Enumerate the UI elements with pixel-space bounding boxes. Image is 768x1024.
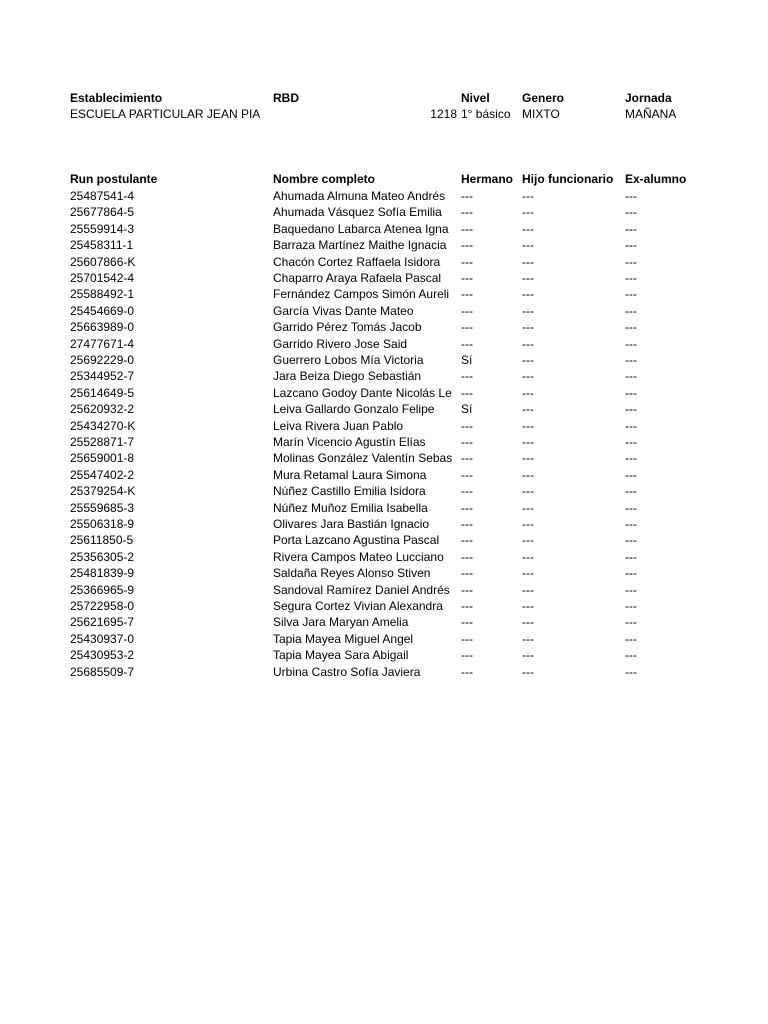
hijo-funcionario-cell: --- xyxy=(522,353,534,367)
table-row xyxy=(0,188,768,204)
nombre-cell: Rivera Campos Mateo Lucciano xyxy=(273,549,444,564)
rbd-value: 1218 xyxy=(430,107,457,121)
ex-alumno-cell: --- xyxy=(625,599,637,613)
table-row xyxy=(0,614,768,630)
hermano-cell: --- xyxy=(461,566,473,581)
nombre-cell: Urbina Castro Sofía Javiera xyxy=(273,664,421,679)
hermano-cell: --- xyxy=(461,221,473,236)
hermano-cell: --- xyxy=(461,435,473,449)
run-cell: 25722958-0 xyxy=(70,599,135,613)
hijo-funcionario-cell: --- xyxy=(522,664,534,679)
run-cell: 25366965-9 xyxy=(70,582,135,597)
hijo-funcionario-cell: --- xyxy=(522,271,534,285)
ex-alumno-cell: --- xyxy=(625,303,637,318)
hijo-funcionario-cell: --- xyxy=(522,221,534,236)
ex-alumno-cell: --- xyxy=(625,369,637,384)
nombre-cell: Olivares Jara Bastián Ignacio xyxy=(273,517,430,531)
hermano-cell: --- xyxy=(461,467,473,482)
ex-alumno-cell: --- xyxy=(625,451,637,466)
run-cell: 25559914-3 xyxy=(70,221,135,236)
ex-alumno-cell: --- xyxy=(625,189,637,203)
nombre-cell: Baquedano Labarca Atenea Igna xyxy=(273,221,449,236)
ex-alumno-cell: --- xyxy=(625,402,637,417)
run-cell: 25356305-2 xyxy=(70,549,135,564)
hijo-funcionario-cell: --- xyxy=(522,582,534,597)
hijo-funcionario-cell: --- xyxy=(522,484,534,499)
table-row xyxy=(0,368,768,384)
ex-alumno-cell: --- xyxy=(625,533,637,548)
table-row xyxy=(0,582,768,598)
ex-alumno-cell: --- xyxy=(625,418,637,433)
hermano-cell: --- xyxy=(461,549,473,564)
table-row xyxy=(0,319,768,335)
table-row xyxy=(0,500,768,516)
nombre-cell: Leiva Gallardo Gonzalo Felipe xyxy=(273,402,435,417)
nombre-cell: Garrido Rivero Jose Said xyxy=(273,336,408,351)
hijo-funcionario-cell: --- xyxy=(522,418,534,433)
hijo-funcionario-cell: --- xyxy=(522,467,534,482)
hijo-funcionario-cell: --- xyxy=(522,631,534,646)
table-row xyxy=(0,565,768,581)
hijo-funcionario-cell: --- xyxy=(522,287,534,302)
ex-alumno-cell: --- xyxy=(625,615,637,630)
hijo-funcionario-header: Hijo funcionario xyxy=(522,172,614,186)
hijo-funcionario-cell: --- xyxy=(522,303,534,318)
ex-alumno-cell: --- xyxy=(625,336,637,351)
ex-alumno-cell: --- xyxy=(625,549,637,564)
nombre-cell: Ahumada Vásquez Sofía Emilia xyxy=(273,205,442,220)
hermano-cell: Sí xyxy=(461,353,473,367)
table-row xyxy=(0,401,768,417)
hijo-funcionario-cell: --- xyxy=(522,648,534,663)
run-cell: 25677864-5 xyxy=(70,205,135,220)
run-cell: 25701542-4 xyxy=(70,271,135,285)
run-cell: 25430937-0 xyxy=(70,631,135,646)
table-row xyxy=(0,532,768,548)
table-row xyxy=(0,450,768,466)
ex-alumno-cell: --- xyxy=(625,287,637,302)
hermano-header: Hermano xyxy=(461,172,514,186)
table-row xyxy=(0,385,768,401)
nombre-cell: García Vivas Dante Mateo xyxy=(273,303,414,318)
hijo-funcionario-cell: --- xyxy=(522,435,534,449)
jornada-value: MAÑANA xyxy=(625,107,677,121)
ex-alumno-cell: --- xyxy=(625,484,637,499)
hermano-cell: --- xyxy=(461,484,473,499)
hijo-funcionario-cell: --- xyxy=(522,500,534,515)
ex-alumno-cell: --- xyxy=(625,205,637,220)
table-row xyxy=(0,418,768,434)
table-row xyxy=(0,467,768,483)
genero-header: Genero xyxy=(522,91,565,105)
hermano-cell: --- xyxy=(461,418,473,433)
ex-alumno-cell: --- xyxy=(625,566,637,581)
establishment-value-row xyxy=(0,106,768,122)
table-row xyxy=(0,254,768,270)
hijo-funcionario-cell: --- xyxy=(522,615,534,630)
table-row xyxy=(0,631,768,647)
run-cell: 25458311-1 xyxy=(70,238,134,253)
nombre-cell: Tapia Mayea Miguel Angel xyxy=(273,631,414,646)
nombre-cell: Fernández Campos Simón Aureli xyxy=(273,287,450,302)
run-cell: 25379254-K xyxy=(70,484,136,499)
hijo-funcionario-cell: --- xyxy=(522,189,534,203)
hijo-funcionario-cell: --- xyxy=(522,549,534,564)
run-cell: 25481839-9 xyxy=(70,566,135,581)
nombre-cell: Barraza Martínez Maithe Ignacia xyxy=(273,238,447,253)
hijo-funcionario-cell: --- xyxy=(522,451,534,466)
nombre-cell: Chaparro Araya Rafaela Pascal xyxy=(273,271,442,285)
table-row xyxy=(0,664,768,680)
ex-alumno-header: Ex-alumno xyxy=(625,172,687,186)
ex-alumno-cell: --- xyxy=(625,221,637,236)
run-cell: 25620932-2 xyxy=(70,402,135,417)
run-cell: 25528871-7 xyxy=(70,435,135,449)
table-row xyxy=(0,286,768,302)
hermano-cell: --- xyxy=(461,631,473,646)
run-cell: 25607866-K xyxy=(70,254,136,269)
run-cell: 25344952-7 xyxy=(70,369,135,384)
run-cell: 25559685-3 xyxy=(70,500,135,515)
hermano-cell: --- xyxy=(461,336,473,351)
rbd-header: RBD xyxy=(273,91,299,105)
hermano-cell: --- xyxy=(461,271,473,285)
hijo-funcionario-cell: --- xyxy=(522,238,534,253)
ex-alumno-cell: --- xyxy=(625,631,637,646)
ex-alumno-cell: --- xyxy=(625,648,637,663)
establecimiento-value: ESCUELA PARTICULAR JEAN PIA xyxy=(70,107,261,121)
hijo-funcionario-cell: --- xyxy=(522,336,534,351)
table-row xyxy=(0,647,768,663)
table-row xyxy=(0,483,768,499)
run-cell: 25659001-8 xyxy=(70,451,135,466)
hermano-cell: --- xyxy=(461,189,473,203)
ex-alumno-cell: --- xyxy=(625,435,637,449)
nombre-cell: Tapia Mayea Sara Abigail xyxy=(273,648,409,663)
hermano-cell: --- xyxy=(461,648,473,663)
hijo-funcionario-cell: --- xyxy=(522,254,534,269)
nivel-header: Nivel xyxy=(461,91,490,105)
nombre-cell: Ahumada Almuna Mateo Andrés xyxy=(273,189,446,203)
hijo-funcionario-cell: --- xyxy=(522,533,534,548)
ex-alumno-cell: --- xyxy=(625,238,637,253)
ex-alumno-cell: --- xyxy=(625,664,637,679)
hermano-cell: --- xyxy=(461,287,473,302)
hijo-funcionario-cell: --- xyxy=(522,402,534,417)
nombre-cell: Garrido Pérez Tomás Jacob xyxy=(273,320,422,335)
nombre-cell: Molinas González Valentín Sebas xyxy=(273,451,453,466)
nombre-cell: Marín Vicencio Agustín Elías xyxy=(273,435,426,449)
table-row xyxy=(0,303,768,319)
hermano-cell: --- xyxy=(461,599,473,613)
table-row xyxy=(0,598,768,614)
run-cell: 25434270-K xyxy=(70,418,136,433)
run-header: Run postulante xyxy=(70,172,158,186)
nombre-cell: Guerrero Lobos Mía Victoria xyxy=(273,353,424,367)
hermano-cell: --- xyxy=(461,533,473,548)
nombre-cell: Lazcano Godoy Dante Nicolás Le xyxy=(273,385,452,400)
run-cell: 25614649-5 xyxy=(70,385,135,400)
applicants-header-row xyxy=(0,171,768,187)
nombre-cell: Jara Beiza Diego Sebastián xyxy=(273,369,422,384)
ex-alumno-cell: --- xyxy=(625,320,637,335)
hermano-cell: Sí xyxy=(461,402,473,417)
table-row xyxy=(0,270,768,286)
hijo-funcionario-cell: --- xyxy=(522,320,534,335)
ex-alumno-cell: --- xyxy=(625,353,637,367)
establishment-header-row xyxy=(0,90,768,106)
establecimiento-header: Establecimiento xyxy=(70,91,163,105)
nombre-cell: Chacón Cortez Raffaela Isidora xyxy=(273,254,441,269)
hijo-funcionario-cell: --- xyxy=(522,599,534,613)
hijo-funcionario-cell: --- xyxy=(522,385,534,400)
ex-alumno-cell: --- xyxy=(625,582,637,597)
nombre-cell: Segura Cortez Vivian Alexandra xyxy=(273,599,443,613)
table-row xyxy=(0,352,768,368)
nombre-cell: Silva Jara Maryan Amelia xyxy=(273,615,409,630)
ex-alumno-cell: --- xyxy=(625,467,637,482)
run-cell: 25487541-4 xyxy=(70,189,135,203)
nombre-cell: Sandoval Ramírez Daniel Andrés xyxy=(273,582,450,597)
nombre-cell: Mura Retamal Laura Simona xyxy=(273,467,427,482)
hermano-cell: --- xyxy=(461,320,473,335)
table-row xyxy=(0,516,768,532)
hermano-cell: --- xyxy=(461,254,473,269)
nombre-cell: Núñez Muñoz Emilia Isabella xyxy=(273,500,428,515)
nombre-cell: Leiva Rivera Juan Pablo xyxy=(273,418,404,433)
run-cell: 25621695-7 xyxy=(70,615,135,630)
run-cell: 25454669-0 xyxy=(70,303,135,318)
table-row xyxy=(0,336,768,352)
hermano-cell: --- xyxy=(461,369,473,384)
hermano-cell: --- xyxy=(461,500,473,515)
table-row xyxy=(0,237,768,253)
table-row xyxy=(0,434,768,450)
hermano-cell: --- xyxy=(461,582,473,597)
ex-alumno-cell: --- xyxy=(625,254,637,269)
run-cell: 25506318-9 xyxy=(70,517,135,531)
hijo-funcionario-cell: --- xyxy=(522,205,534,220)
table-row xyxy=(0,549,768,565)
nivel-value: 1° básico xyxy=(461,107,511,121)
nombre-cell: Porta Lazcano Agustina Pascal xyxy=(273,533,440,548)
nombre-cell: Núñez Castillo Emilia Isidora xyxy=(273,484,426,499)
hermano-cell: --- xyxy=(461,385,473,400)
run-cell: 25692229-0 xyxy=(70,353,135,367)
run-cell: 25430953-2 xyxy=(70,648,135,663)
hermano-cell: --- xyxy=(461,517,473,531)
hermano-cell: --- xyxy=(461,664,473,679)
ex-alumno-cell: --- xyxy=(625,271,637,285)
run-cell: 27477671-4 xyxy=(70,336,135,351)
hermano-cell: --- xyxy=(461,238,473,253)
run-cell: 25547402-2 xyxy=(70,467,135,482)
hermano-cell: --- xyxy=(461,303,473,318)
ex-alumno-cell: --- xyxy=(625,517,637,531)
jornada-header: Jornada xyxy=(625,91,672,105)
hijo-funcionario-cell: --- xyxy=(522,517,534,531)
ex-alumno-cell: --- xyxy=(625,500,637,515)
run-cell: 25685509-7 xyxy=(70,664,135,679)
run-cell: 25611850-5 xyxy=(70,533,134,548)
nombre-cell: Saldaña Reyes Alonso Stiven xyxy=(273,566,431,581)
hermano-cell: --- xyxy=(461,205,473,220)
hermano-cell: --- xyxy=(461,615,473,630)
ex-alumno-cell: --- xyxy=(625,385,637,400)
run-cell: 25663989-0 xyxy=(70,320,135,335)
hijo-funcionario-cell: --- xyxy=(522,369,534,384)
hermano-cell: --- xyxy=(461,451,473,466)
run-cell: 25588492-1 xyxy=(70,287,135,302)
nombre-header: Nombre completo xyxy=(273,172,376,186)
table-row xyxy=(0,221,768,237)
hijo-funcionario-cell: --- xyxy=(522,566,534,581)
genero-value: MIXTO xyxy=(522,107,560,121)
table-row xyxy=(0,204,768,220)
